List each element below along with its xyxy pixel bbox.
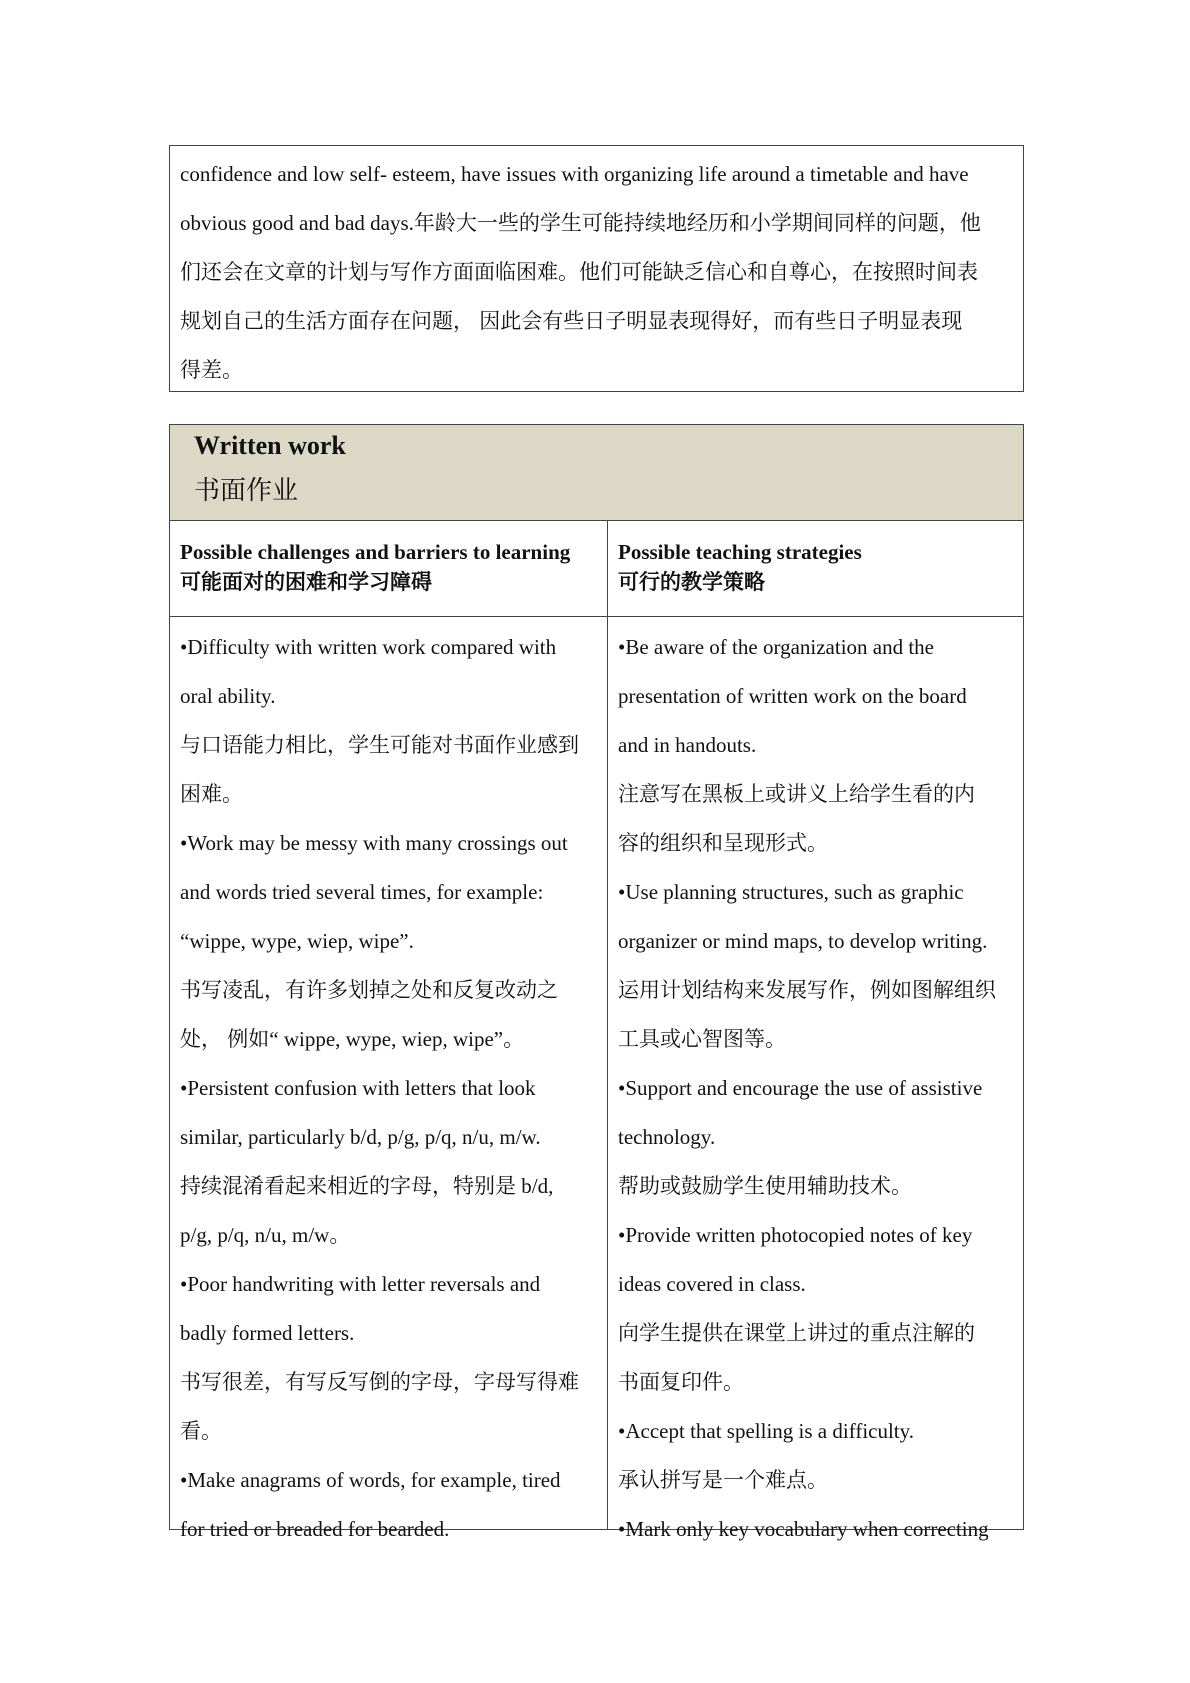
strategy-line: 工具或心智图等。 [618, 1027, 786, 1051]
strategy-line: 书面复印件。 [618, 1370, 744, 1394]
text-line: 得差。 [180, 358, 243, 382]
challenge-line: for tried or breaded for bearded. [180, 1517, 450, 1541]
text-line: confidence and low self- esteem, have issues with organizing life around a timetable and have [180, 162, 969, 186]
strategy-line: presentation of written work on the board [618, 684, 967, 708]
challenge-line: •Make anagrams of words, for example, tired [180, 1468, 561, 1492]
strategy-line: •Provide written photocopied notes of key [618, 1223, 973, 1247]
challenge-line: 与口语能力相比，学生可能对书面作业感到 [180, 733, 579, 757]
strategy-line: organizer or mind maps, to develop writing. [618, 929, 988, 953]
challenge-line: 书写很差，有写反写倒的字母，字母写得难 [180, 1370, 579, 1394]
challenge-line: 处， 例如“ wippe, wype, wiep, wipe”。 [180, 1027, 525, 1051]
text-line: obvious good and bad days.年龄大一些的学生可能持续地经历和小学期间同样的问题，他 [180, 211, 981, 235]
challenge-line: badly formed letters. [180, 1321, 355, 1345]
strategy-line: 注意写在黑板上或讲义上给学生看的内 [618, 782, 975, 806]
text-line: 规划自己的生活方面存在问题， 因此会有些日子明显表现得好，而有些日子明显表现 [180, 309, 963, 333]
challenges-header-en: Possible challenges and barriers to learning [180, 540, 571, 564]
strategies-column-header [608, 521, 1023, 617]
strategy-line: •Mark only key vocabulary when correcting [618, 1517, 989, 1541]
challenge-line: •Persistent confusion with letters that look [180, 1076, 536, 1100]
challenge-line: similar, particularly b/d, p/g, p/q, n/u, m/w. [180, 1125, 541, 1149]
strategy-line: ideas covered in class. [618, 1272, 806, 1296]
challenge-line: 困难。 [180, 782, 243, 806]
strategy-line: •Support and encourage the use of assistive [618, 1076, 983, 1100]
challenge-line: •Difficulty with written work compared with [180, 635, 557, 659]
challenge-line: and words tried several times, for example: [180, 880, 544, 904]
section-title-en: Written work [194, 431, 346, 460]
section-header [170, 425, 1023, 521]
strategy-line: 承认拼写是一个难点。 [618, 1468, 828, 1492]
challenges-cell [170, 617, 608, 1563]
written-work-table [169, 424, 1024, 1541]
challenge-line: p/g, p/q, n/u, m/w。 [180, 1223, 351, 1247]
challenges-column-header [170, 521, 608, 617]
text-line: 们还会在文章的计划与写作方面面临困难。他们可能缺乏信心和自尊心，在按照时间表 [180, 260, 978, 284]
challenge-line: oral ability. [180, 684, 276, 708]
strategies-cell [608, 617, 1023, 1563]
strategy-line: 向学生提供在课堂上讲过的重点注解的 [618, 1321, 975, 1345]
strategy-line: and in handouts. [618, 733, 757, 757]
strategy-line: •Accept that spelling is a difficulty. [618, 1419, 915, 1443]
challenges-header-zh: 可能面对的困难和学习障碍 [180, 570, 432, 594]
strategies-header-en: Possible teaching strategies [618, 540, 862, 564]
challenge-line: 看。 [180, 1419, 222, 1443]
continued-text-box [169, 145, 1024, 392]
challenge-line: 书写凌乱，有许多划掉之处和反复改动之 [180, 978, 558, 1002]
strategy-line: 运用计划结构来发展写作，例如图解组织 [618, 978, 996, 1002]
strategy-line: 帮助或鼓励学生使用辅助技术。 [618, 1174, 912, 1198]
challenge-line: “wippe, wype, wiep, wipe”. [180, 929, 414, 953]
challenge-line: •Poor handwriting with letter reversals and [180, 1272, 541, 1296]
strategy-line: •Be aware of the organization and the [618, 635, 935, 659]
challenge-line: 持续混淆看起来相近的字母，特别是 b/d, [180, 1174, 554, 1198]
strategy-line: 容的组织和呈现形式。 [618, 831, 828, 855]
strategy-line: technology. [618, 1125, 716, 1149]
section-title-zh: 书面作业 [194, 476, 299, 506]
strategies-header-zh: 可行的教学策略 [618, 570, 765, 594]
strategy-line: •Use planning structures, such as graphic [618, 880, 964, 904]
challenge-line: •Work may be messy with many crossings out [180, 831, 568, 855]
